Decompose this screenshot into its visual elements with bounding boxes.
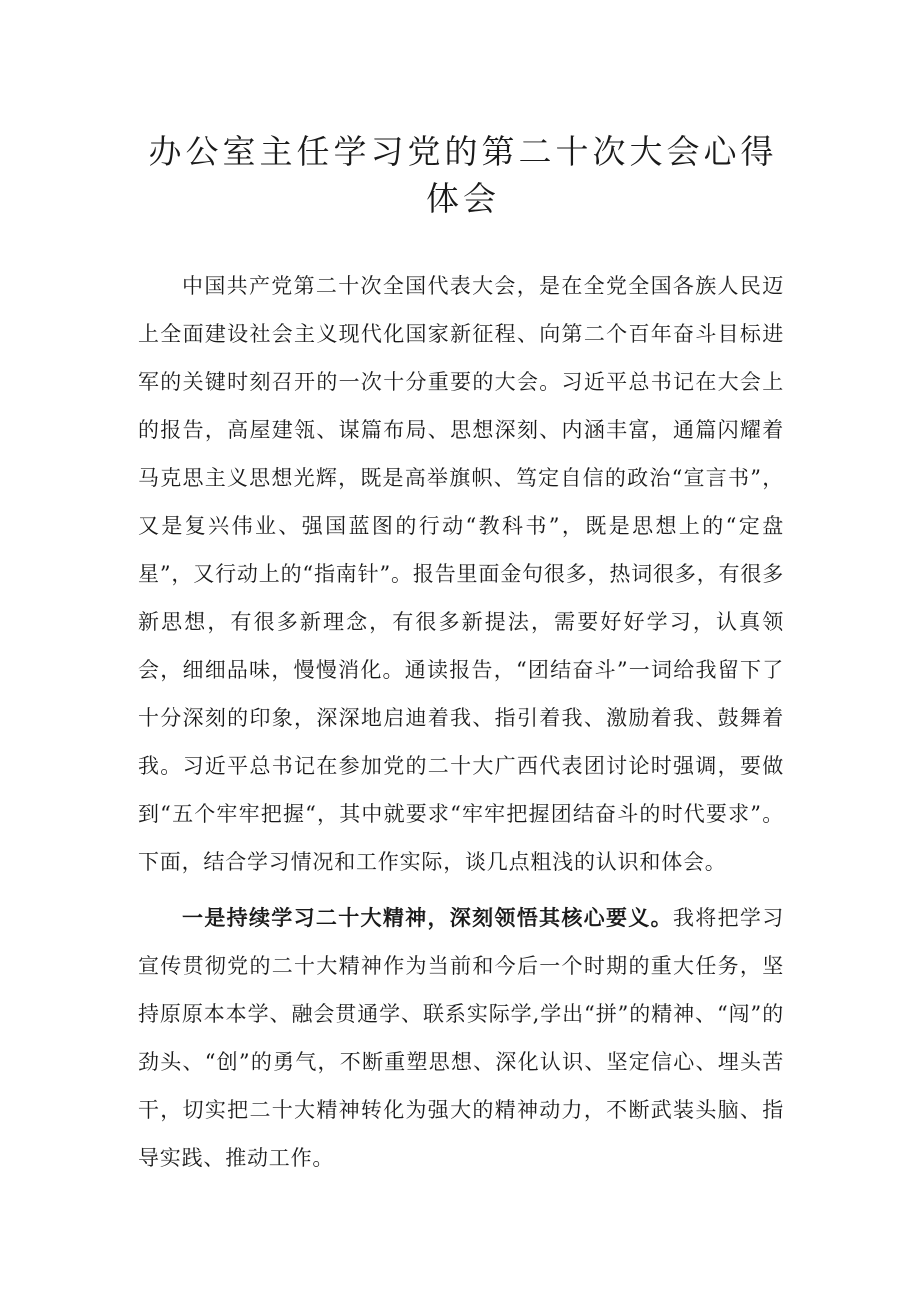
paragraph-text: 中国共产党第二十次全国代表大会，是在全党全国各族人民迈上全面建设社会主义现代化国家新征程、向第二个百年奋斗目标进军的关键时刻召开的一次十分重要的大会。习近平总书记在大会上的报告，高屋建瓴、谋篇布局、思想深刻、内涵丰富，通篇闪耀着马克思主义思想光辉，既是高举旗帜、笃定自信的政治“宣言书”，又是复兴伟业、强国蓝图的行动“教科书”，既是思想上的“定盘星”，又行动上的“指南针”。报告里面金句很多，热词很多，有很多新思想，有很多新理念，有很多新提法，需要好好学习，认真领会，细细品味，慢慢消化。通读报告，“团结奋斗”一词给我留下了十分深刻的印象，深深地启迪着我、指引着我、激励着我、鼓舞着我。习近平总书记在参加党的二十大广西代表团讨论时强调，要做到“五个牢牢把握“，其中就要求“牢牢把握团结奋斗的时代要求”。下面，结合学习情况和工作实际，谈几点粗浅的认识和体会。 bbox=[138, 274, 784, 874]
paragraph-text: 我将把学习宣传贯彻党的二十大精神作为当前和今后一个时期的重大任务，坚持原原本本学、融会贯通学、联系实际学,学出“拼”的精神、“闯”的劲头、“创”的勇气，不断重塑思想、深化认识、坚定信心、埋头苦干，切实把二十大精神转化为强大的精神动力，不断武装头脑、指导实践、推动工作。 bbox=[138, 906, 784, 1170]
paragraph-lead: 一是持续学习二十大精神，深刻领悟其核心要义。 bbox=[182, 905, 673, 930]
paragraph-point-one bbox=[138, 894, 784, 1182]
paragraph-intro bbox=[138, 262, 784, 886]
document-title: 办公室主任学习党的第二十次大会心得体会 bbox=[148, 132, 778, 218]
document-body bbox=[138, 262, 784, 1190]
